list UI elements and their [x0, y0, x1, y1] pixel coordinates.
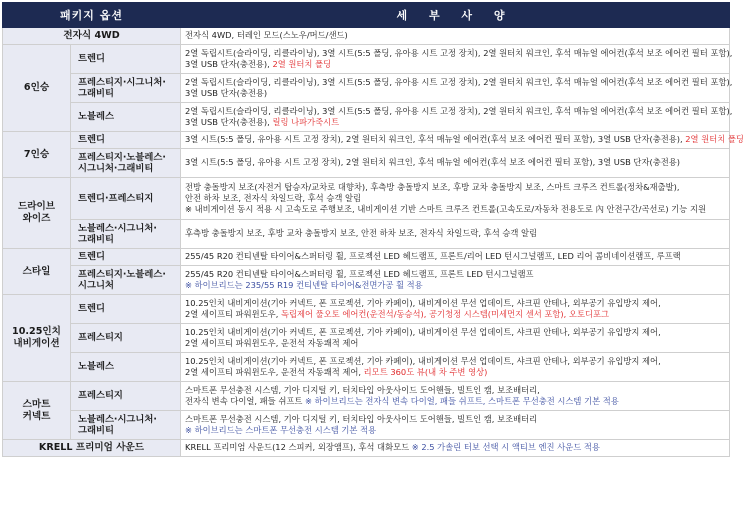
trim-label: 트렌디 [71, 132, 181, 149]
spec-cell: 3열 시트(5:5 폴딩, 유아용 시트 고정 장치), 2열 원터치 워크인, 후석 매뉴얼 에어컨(후석 보조 에어컨 필터 포함), 3열 USB 단자(충전용), 2열 원터치 폴딩 [181, 132, 730, 149]
trim-label: 트렌디·프레스티지 [71, 178, 181, 220]
highlight-red: 릴링 나파가죽시트 [272, 117, 340, 127]
category-style: 스타일 [3, 249, 71, 295]
table-row [3, 45, 730, 74]
trim-label: 노블레스 [71, 103, 181, 132]
spec-cell: 255/45 R20 컨티넨탈 타이어&스퍼터링 휠, 프로젝션 LED 헤드램프, 프론트 LED 턴시그널램프 ※ 하이브리드는 235/55 R19 컨티넨탈 타이어&전면가공 휠 적용 [181, 266, 730, 295]
table-row [3, 132, 730, 149]
note-line: ※ 2.5 가솔린 터보 선택 시 액티브 엔진 사운드 적용 [411, 442, 600, 453]
highlight-red: 2열 원터치 폴딩 [685, 134, 744, 145]
trim-label: 프레스티지·노블레스· 시그니처·그래비티 [71, 149, 181, 178]
category-krell: KRELL 프리미엄 사운드 [3, 440, 181, 457]
trim-label: 프레스티지·노블레스· 시그니처 [71, 266, 181, 295]
spec-cell: 10.25인치 내비게이션(기아 커넥트, 폰 프로젝션, 기아 카페이), 내비게이션 무선 업데이트, 샤크핀 안테나, 외부공기 유입방지 제어, 2열 세이프티 파워윈도우, 독립제어 풀오토 에어컨(운전석/동승석), 공기청정 시스템(미세먼지 센서 포함), 오토디포그 [181, 295, 730, 324]
highlight-red: 2열 원터치 폴딩 [272, 59, 332, 69]
table-row [3, 220, 730, 249]
trim-label: 트렌디 [71, 45, 181, 74]
table-row [3, 74, 730, 103]
table-row [3, 103, 730, 132]
spec-cell: 10.25인치 내비게이션(기아 커넥트, 폰 프로젝션, 기아 카페이), 내비게이션 무선 업데이트, 샤크핀 안테나, 외부공기 유입방지 제어, 2열 세이프티 파워윈도우, 운전석 자동쾌적 제어, 리모트 360도 뷰(내 차 주변 영상) [181, 353, 730, 382]
highlight-red: 독립제어 풀오토 에어컨(운전석/동승석), 공기청정 시스템(미세먼지 센서 포함), 오토디포그 [280, 309, 609, 319]
table-header [3, 3, 730, 28]
table-row [3, 382, 730, 411]
note-line: ※ 하이브리드는 235/55 R19 컨티넨탈 타이어&전면가공 휠 적용 [185, 280, 423, 290]
table-row [3, 295, 730, 324]
spec-cell: 후측방 충돌방지 보조, 후방 교차 충돌방지 보조, 안전 하차 보조, 전자식 차일드락, 후석 승객 알림 [181, 220, 730, 249]
note-line: ※ 하이브리드는 전자식 변속 다이얼, 패들 쉬프트, 스마트폰 무선충전 시스템 기본 적용 [305, 396, 619, 406]
table-row [3, 178, 730, 220]
category-6-seater: 6인승 [3, 45, 71, 132]
trim-label: 프레스티지 [71, 324, 181, 353]
category-7-seater: 7인승 [3, 132, 71, 178]
trim-label: 노블레스 [71, 353, 181, 382]
note-line: ※ 하이브리드는 스마트폰 무선충전 시스템 기본 적용 [185, 425, 377, 435]
trim-label: 노블레스·시그니처· 그래비티 [71, 411, 181, 440]
table-row [3, 440, 730, 457]
spec-cell: 전방 충돌방지 보조(자전거 탑승자/교차로 대향차), 후측방 충돌방지 보조, 후방 교차 충돌방지 보조, 스마트 크루즈 컨트롤(정차&재출발), 안전 하차 보조, 전자식 차일드락, 후석 승객 알림 ※ 내비게이션 동시 적용 시 고속도로 주행보조, 내비게이션 기반 스마트 크루즈 컨트롤(고속도로/자동차 전용도로 內 안전구간/곡선로) 기능 지원 [181, 178, 730, 220]
table-row [3, 249, 730, 266]
package-options-table [2, 2, 744, 457]
trim-label: 트렌디 [71, 249, 181, 266]
table-row [3, 353, 730, 382]
header-spec: 세 부 사 양 [181, 3, 730, 28]
spec-cell: 2열 독립시트(슬라이딩, 리클라이닝), 3열 시트(5:5 폴딩, 유아용 시트 고정 장치), 2열 원터치 워크인, 후석 매뉴얼 에어컨(후석 보조 에어컨 필터 포함), 3열 USB 단자(충전용) [181, 74, 730, 103]
spec-cell: 2열 독립시트(슬라이딩, 리클라이닝), 3열 시트(5:5 폴딩, 유아용 시트 고정 장치), 2열 원터치 워크인, 후석 매뉴얼 에어컨(후석 보조 에어컨 필터 포함), 3열 USB 단자(충전용), 릴링 나파가죽시트 [181, 103, 730, 132]
highlight-red: 리모트 360도 뷰(내 차 주변 영상) [363, 367, 488, 377]
spec-4wd: 전자식 4WD, 터레인 모드(스노우/머드/샌드) [181, 28, 730, 45]
note-line: ※ 내비게이션 동시 적용 시 고속도로 주행보조, 내비게이션 기반 스마트 크루즈 컨트롤(고속도로/자동차 전용도로 內 안전구간/곡선로) 기능 지원 [185, 204, 706, 215]
table-row [3, 28, 730, 45]
spec-cell: 2열 독립시트(슬라이딩, 리클라이닝), 3열 시트(5:5 폴딩, 유아용 시트 고정 장치), 2열 원터치 워크인, 후석 매뉴얼 에어컨(후석 보조 에어컨 필터 포함), 3열 USB 단자(충전용), 2열 원터치 폴딩 [181, 45, 730, 74]
spec-cell: 255/45 R20 컨티넨탈 타이어&스퍼터링 휠, 프로젝션 LED 헤드램프, 프론트/리어 LED 턴시그널램프, LED 리어 콤비네이션램프, 루프랙 [181, 249, 730, 266]
trim-label: 프레스티지·시그니처· 그래비티 [71, 74, 181, 103]
spec-cell: 스마트폰 무선충전 시스템, 기아 디지털 키, 터치타입 아웃사이드 도어핸들, 빌트인 캠, 보조배터리, 전자식 변속 다이얼, 패들 쉬프트 ※ 하이브리드는 전자식 변속 다이얼, 패들 쉬프트, 스마트폰 무선충전 시스템 기본 적용 [181, 382, 730, 411]
spec-cell: 10.25인치 내비게이션(기아 커넥트, 폰 프로젝션, 기아 카페이), 내비게이션 무선 업데이트, 샤크핀 안테나, 외부공기 유입방지 제어, 2열 세이프티 파워윈도우, 운전석 자동쾌적 제어 [181, 324, 730, 353]
table-row [3, 411, 730, 440]
spec-cell: 3열 시트(5:5 폴딩, 유아용 시트 고정 장치), 2열 원터치 워크인, 후석 매뉴얼 에어컨(후석 보조 에어컨 필터 포함), 3열 USB 단자(충전용) [181, 149, 730, 178]
table-row [3, 324, 730, 353]
category-navigation: 10.25인치 내비게이션 [3, 295, 71, 382]
trim-label: 프레스티지 [71, 382, 181, 411]
spec-cell: 스마트폰 무선충전 시스템, 기아 디지털 키, 터치타입 아웃사이드 도어핸들, 빌트인 캠, 보조배터리 ※ 하이브리드는 스마트폰 무선충전 시스템 기본 적용 [181, 411, 730, 440]
header-package: 패키지 옵션 [3, 3, 181, 28]
trim-label: 트렌디 [71, 295, 181, 324]
spec-cell: KRELL 프리미엄 사운드(12 스피커, 외장앰프), 후석 대화모드 ※ 2.5 가솔린 터보 선택 시 액티브 엔진 사운드 적용 [181, 440, 730, 457]
category-drive-wise: 드라이브 와이즈 [3, 178, 71, 249]
category-smart-connect: 스마트 커넥트 [3, 382, 71, 440]
trim-label: 노블레스·시그니처· 그래비티 [71, 220, 181, 249]
table-row [3, 266, 730, 295]
category-4wd: 전자식 4WD [3, 28, 181, 45]
table-row [3, 149, 730, 178]
